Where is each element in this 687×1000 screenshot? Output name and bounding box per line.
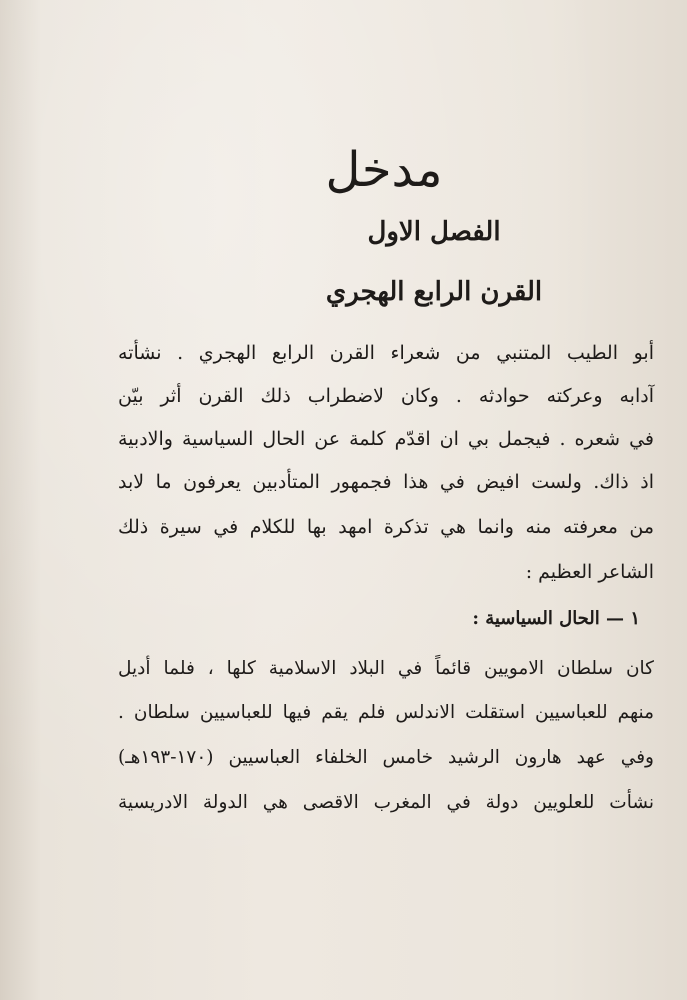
paragraph-line: وفي عهد هارون الرشيد خامس الخلفاء العباسيين (١٧٠-١٩٣هـ) (118, 747, 654, 768)
paragraph-line: في شعره . فيجمل بي ان اقدّم كلمة عن الحال السياسية والادبية (118, 428, 654, 450)
paragraph-line: كان سلطان الامويين قائماً في البلاد الاسلامية كلها ، فلما أديل (118, 658, 654, 679)
paragraph-line: منهم للعباسيين استقلت الاندلس فلم يقم فيها للعباسيين سلطان . (118, 702, 654, 723)
paragraph-line: من معرفته منه وانما هي تذكرة امهد بها للكلام في سيرة ذلك (118, 516, 654, 538)
paragraph-line: آدابه وعركته حوادثه . وكان لاضطراب ذلك القرن أثر بيّن (118, 385, 654, 407)
paragraph-line: اذ ذاك. ولست افيض في هذا فجمهور المتأدبين يعرفون ما لابد (118, 471, 654, 493)
chapter-title: الفصل الاول (367, 217, 501, 247)
section-title: القرن الرابع الهجري (325, 277, 543, 307)
subsection-heading: ١ — الحال السياسية : (472, 608, 640, 629)
paragraph-line: الشاعر العظيم : (525, 561, 654, 583)
paragraph-line: أبو الطيب المتنبي من شعراء القرن الرابع الهجري . نشأته (118, 342, 654, 364)
paragraph-line: نشأت للعلويين دولة في المغرب الاقصى هي الدولة الادريسية (118, 792, 654, 813)
page-title: مدخل (325, 142, 443, 198)
